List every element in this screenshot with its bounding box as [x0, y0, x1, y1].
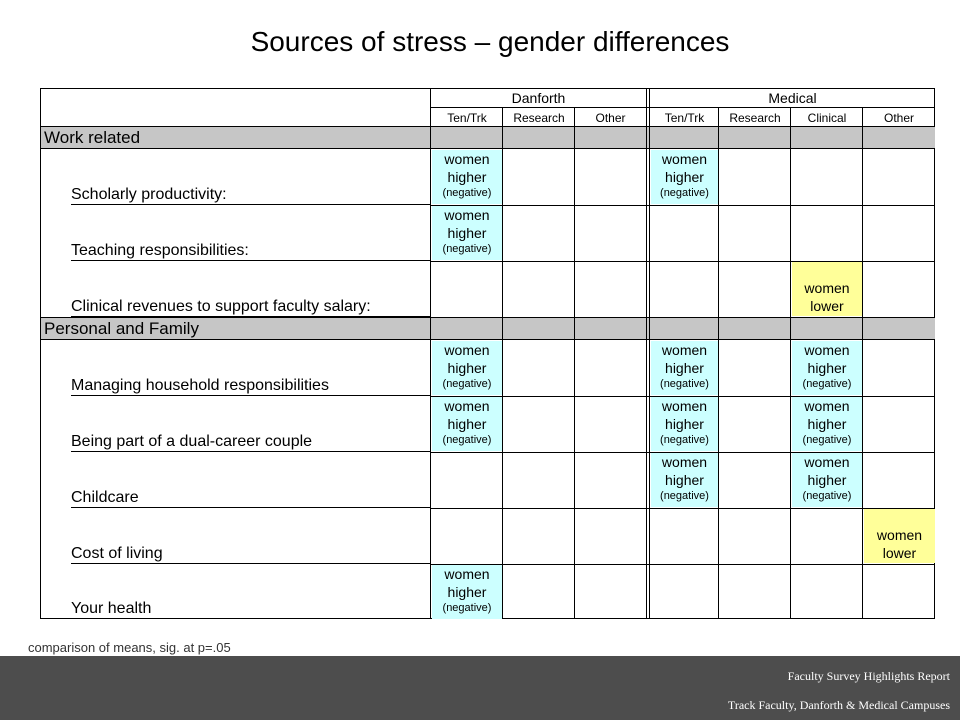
table-divider — [646, 88, 647, 619]
result-cell-women-higher — [432, 150, 502, 204]
result-direction: higher — [665, 472, 704, 488]
result-cell-women-higher — [651, 397, 718, 451]
footnote: comparison of means, sig. at p=.05 — [28, 640, 231, 655]
footer-subtitle: Track Faculty, Danforth & Medical Campuses — [727, 698, 950, 712]
result-direction: higher — [665, 169, 704, 185]
result-valence: (negative) — [660, 490, 709, 502]
result-word: women — [804, 454, 850, 470]
table-divider — [862, 107, 863, 619]
table-divider — [718, 107, 719, 619]
table-divider — [430, 88, 431, 619]
row-label-scholarly-productivity: Scholarly productivity: — [71, 186, 430, 205]
column-header: Clinical — [807, 111, 847, 125]
result-cell-women-higher — [651, 453, 718, 507]
result-cell-women-higher — [432, 565, 502, 619]
section-personal-family: Personal and Family — [41, 318, 431, 339]
result-word: women — [804, 398, 850, 414]
table-divider — [431, 205, 935, 206]
result-direction: higher — [807, 416, 847, 432]
result-valence: (negative) — [442, 434, 492, 446]
column-header: Other — [595, 111, 626, 125]
row-label-household: Managing household responsibilities — [71, 377, 430, 396]
row-label-dual-career: Being part of a dual-career couple — [71, 433, 430, 452]
result-valence: (negative) — [802, 434, 852, 446]
section-work-related: Work related — [41, 127, 431, 148]
footer-report-title: Faculty Survey Highlights Report — [787, 669, 950, 683]
section-band-fill — [431, 318, 935, 339]
page-title: Sources of stress – gender differences — [250, 26, 730, 57]
result-cell-women-higher — [792, 453, 862, 507]
result-valence: (negative) — [660, 187, 709, 199]
row-label-your-health: Your health — [71, 600, 430, 619]
result-valence: (negative) — [660, 378, 709, 390]
result-direction: higher — [447, 360, 487, 376]
column-header: Research — [729, 111, 781, 125]
column-header: Other — [883, 111, 914, 125]
table-divider — [790, 107, 791, 619]
result-valence: (negative) — [442, 602, 492, 614]
table-divider — [41, 148, 935, 149]
result-word: women — [661, 342, 708, 358]
row-label-clinical-revenues: Clinical revenues to support faculty salary: — [71, 298, 430, 317]
result-word: women — [444, 151, 490, 167]
result-word: women — [804, 280, 850, 296]
table-divider — [574, 107, 575, 619]
result-cell-women-higher — [792, 397, 862, 451]
result-cell-women-higher — [651, 150, 718, 204]
row-label-cost-of-living: Cost of living — [71, 545, 430, 564]
result-word: women — [876, 527, 923, 543]
row-label-teaching-responsibilities: Teaching responsibilities: — [71, 242, 430, 261]
result-word: women — [661, 398, 708, 414]
result-direction: higher — [665, 360, 704, 376]
group-header-medical: Medical — [768, 90, 817, 106]
result-cell-women-higher — [651, 341, 718, 395]
result-direction: higher — [447, 584, 487, 600]
column-header: Research — [513, 111, 565, 125]
result-valence: (negative) — [442, 243, 492, 255]
table-divider — [502, 107, 503, 619]
result-valence: (negative) — [660, 434, 709, 446]
result-valence: (negative) — [802, 378, 852, 390]
result-valence: (negative) — [802, 490, 852, 502]
result-direction: lower — [882, 545, 917, 561]
result-direction: higher — [447, 225, 487, 241]
result-cell-women-higher — [792, 341, 862, 395]
result-direction: higher — [447, 169, 487, 185]
result-direction: higher — [807, 360, 847, 376]
section-band-fill — [431, 127, 935, 148]
result-direction: higher — [807, 472, 847, 488]
result-cell-women-lower — [864, 509, 935, 563]
result-word: women — [444, 207, 490, 223]
table-divider — [41, 339, 935, 340]
table-divider — [649, 88, 650, 619]
result-direction: lower — [810, 298, 844, 314]
result-direction: higher — [665, 416, 704, 432]
table-divider — [41, 317, 935, 318]
result-direction: higher — [447, 416, 487, 432]
table-divider — [431, 107, 935, 108]
column-header: Ten/Trk — [664, 111, 705, 125]
result-word: women — [661, 151, 708, 167]
column-header: Ten/Trk — [447, 111, 487, 125]
result-cell-women-higher — [432, 206, 502, 260]
result-valence: (negative) — [442, 378, 492, 390]
group-header-danforth: Danforth — [511, 90, 566, 106]
table-divider — [431, 508, 935, 509]
result-cell-women-lower — [792, 262, 862, 316]
result-valence: (negative) — [442, 187, 492, 199]
result-cell-women-higher — [432, 397, 502, 451]
result-cell-women-higher — [432, 341, 502, 395]
result-word: women — [661, 454, 708, 470]
result-word: women — [444, 398, 490, 414]
table-divider — [431, 564, 935, 565]
result-word: women — [444, 342, 490, 358]
footer-bar — [0, 656, 960, 720]
row-label-childcare: Childcare — [71, 489, 430, 508]
result-word: women — [804, 342, 850, 358]
result-word: women — [444, 566, 490, 582]
